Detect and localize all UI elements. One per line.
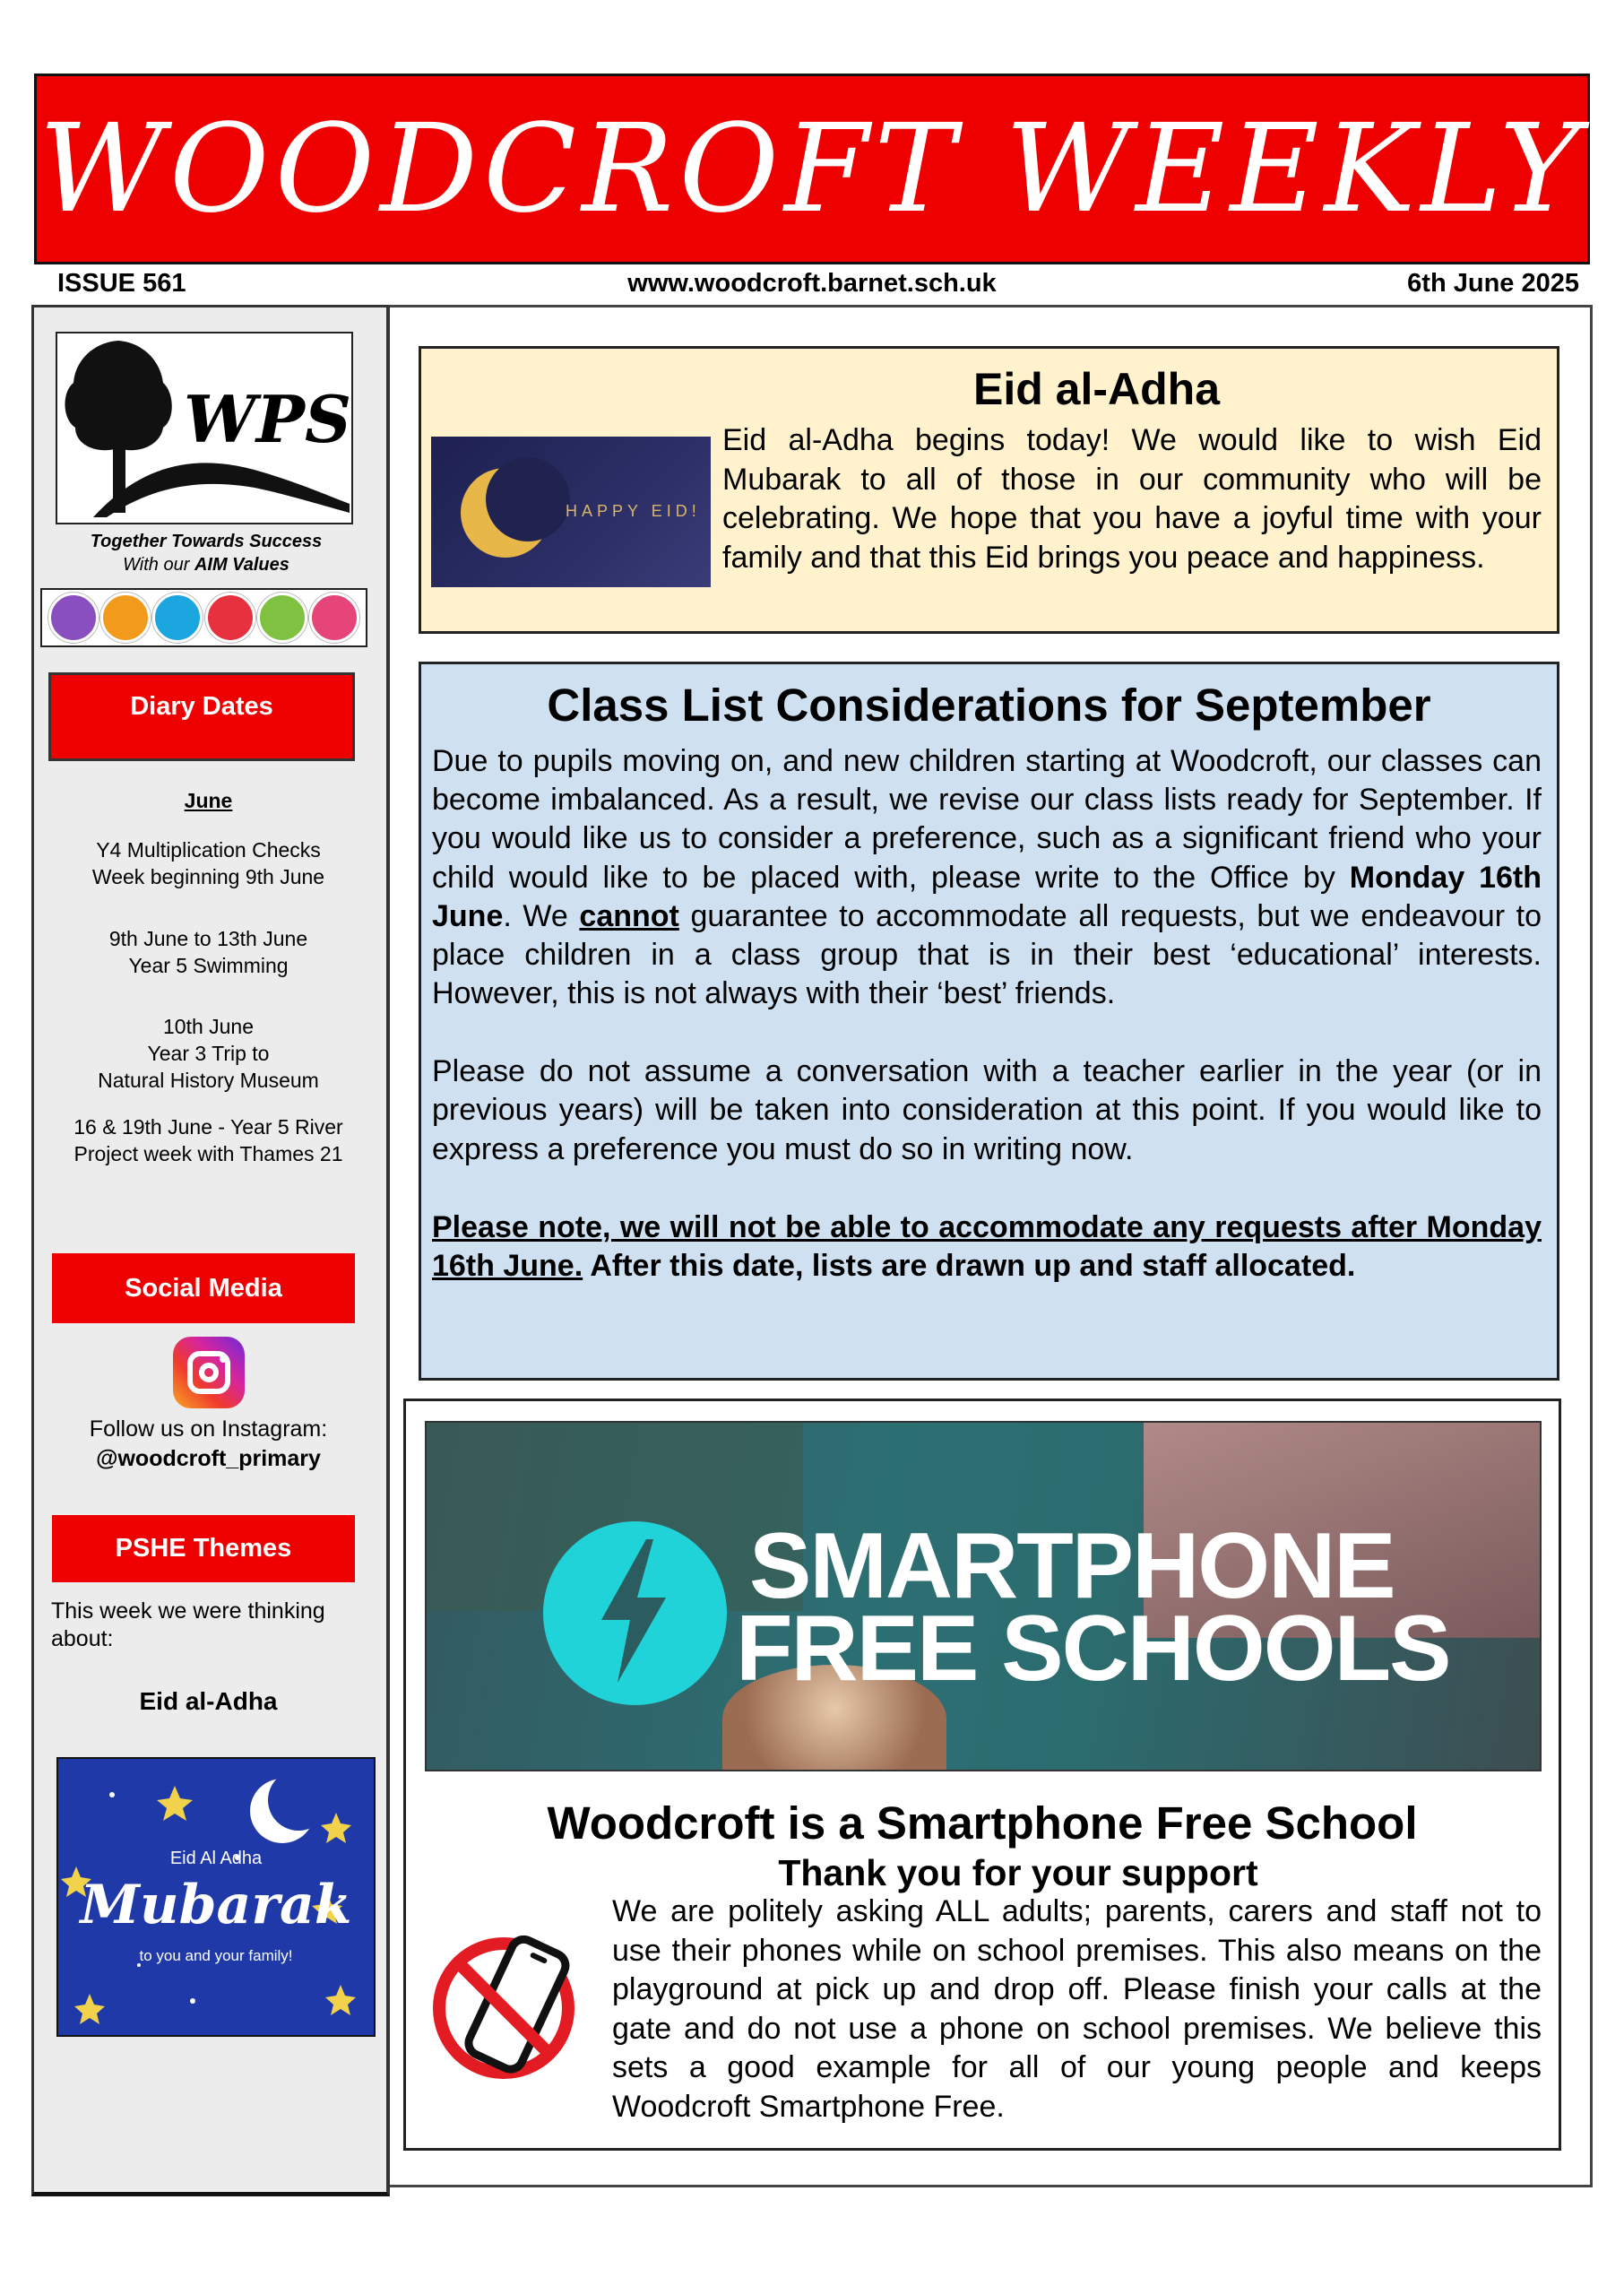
eid-mubarak-card [56,1757,376,2037]
diary-item-line: 10th June [162,1015,255,1038]
card-eid-text: Eid Al Adha [169,1849,263,1868]
diary-item [45,837,372,891]
happy-eid-text: HAPPY EID! [566,502,701,520]
deadline-date: Monday 16th June [432,860,1542,933]
masthead [34,74,1590,264]
aim-values-label: AIM Values [194,555,289,575]
instagram-icon-dot [220,1355,227,1363]
paragraph-text: . We [503,898,580,933]
smartphone-article-body: We are politely asking ALL adults; parents, carers and staff not to use their phones while on school premises. This also means on the playground at pick up and drop off. Please finish your calls at the gate and do not use a phone on school premises. We believe this sets a good example for all of our young people and keeps Woodcroft Smartphone Free. [612,1894,1542,2124]
smartphone-article-subtitle: Thank you for your support [778,1852,1258,1893]
class-list-title: Class List Considerations for September [547,680,1431,731]
instagram-handle[interactable]: @woodcroft_primary [96,1446,321,1471]
diary-item-line: Week beginning 9th June [91,864,325,888]
value-badge-icon [100,593,151,643]
diary-item-line: Natural History Museum [98,1068,319,1092]
value-badge-icon [309,593,359,643]
logo-text: WPS [184,381,351,457]
school-website: www.woodcroft.barnet.sch.uk [627,269,997,298]
note-rest: After this date, lists are drawn up and staff allocated. [583,1248,1356,1283]
issue-date: 6th June 2025 [1407,269,1579,298]
diary-item-line: Year 5 Swimming [128,953,289,977]
pshe-themes-header [52,1515,355,1582]
paragraph-text: guarantee to accommodate all requests, but we endeavour to place children in a class group that is in their best ‘educational’ interests. However, this is not always with their ‘best’ friends. [432,898,1542,1011]
value-badge-icon [48,593,99,643]
smartphone-free-banner [425,1421,1542,1771]
social-media-header [52,1253,355,1323]
class-list-body [432,742,1542,1286]
diary-dates-header [48,672,355,761]
class-list-note [432,1208,1542,1286]
eid-article-title: Eid al-Adha [972,364,1221,414]
lightning-bolt-icon [583,1535,682,1687]
tagline: Together Towards Success [90,532,323,551]
card-mubarak-text: Mubarak [80,1874,352,1936]
pshe-topic: Eid al-Adha [139,1687,278,1715]
diary-item [45,1014,372,1095]
banner-line-2: FREE SCHOOLS [736,1597,1450,1701]
emphasis-cannot: cannot [579,898,679,933]
pshe-intro: This week we were thinking about: [51,1598,325,1652]
aim-values-strip [40,588,367,647]
diary-item-line: Year 3 Trip to [147,1041,270,1065]
diary-item [45,926,372,980]
aim-prefix: With our [123,555,194,575]
card-sub-text: to you and your family! [139,1947,293,1964]
smartphone-article-title: Woodcroft is a Smartphone Free School [547,1797,1418,1849]
value-badge-icon [152,593,203,643]
diary-item [45,1114,372,1168]
value-badge-icon [257,593,307,643]
diary-month: June [184,789,233,812]
paragraph-text: Due to pupils moving on, and new children starting at Woodcroft, our classes can become imbalanced. As a result, we revise our class lists ready for September. If you would like us to consider a preference, such as a significant friend who your child would like to be placed with, please write to the Office by [432,744,1542,895]
banner-line-1: SMARTPHONE [749,1514,1395,1618]
issue-number: ISSUE 561 [57,269,186,298]
diary-item-line: 16 & 19th June - Year 5 River [73,1115,343,1139]
crescent-moon-shadow [486,457,570,541]
masthead-title: WOODCROFT WEEKLY [39,98,1585,240]
value-badge-icon [205,593,255,643]
instagram-follow-text: Follow us on Instagram: [89,1416,328,1442]
diary-item-line: 9th June to 13th June [108,927,308,950]
no-phone-icon [432,1926,583,2080]
diary-dates-label: Diary Dates [130,692,273,721]
class-list-paragraph: Please do not assume a conversation with a teacher earlier in the year (or in previous years) will be taken into consideration at this point. If you would like to express a preference you must do so in writing now. [432,1054,1542,1166]
instagram-icon-lens [199,1363,219,1382]
eid-article-body: Eid al-Adha begins today! We would like to wish Eid Mubarak to all of those in our community who will be celebrating. We hope that you have a joyful time with your family and that this Eid brings you peace and happiness. [722,423,1542,575]
happy-eid-image [431,437,711,587]
note-underlined: Please note, we will not be able to accommodate any requests after Monday 16th June. [432,1209,1542,1283]
class-list-paragraph [432,742,1542,1013]
pshe-themes-label: PSHE Themes [115,1534,292,1563]
diary-item-line: Y4 Multiplication Checks [96,838,321,862]
social-media-label: Social Media [125,1273,282,1303]
diary-item-line: Project week with Thames 21 [73,1141,343,1165]
aim-values-line [45,555,367,576]
